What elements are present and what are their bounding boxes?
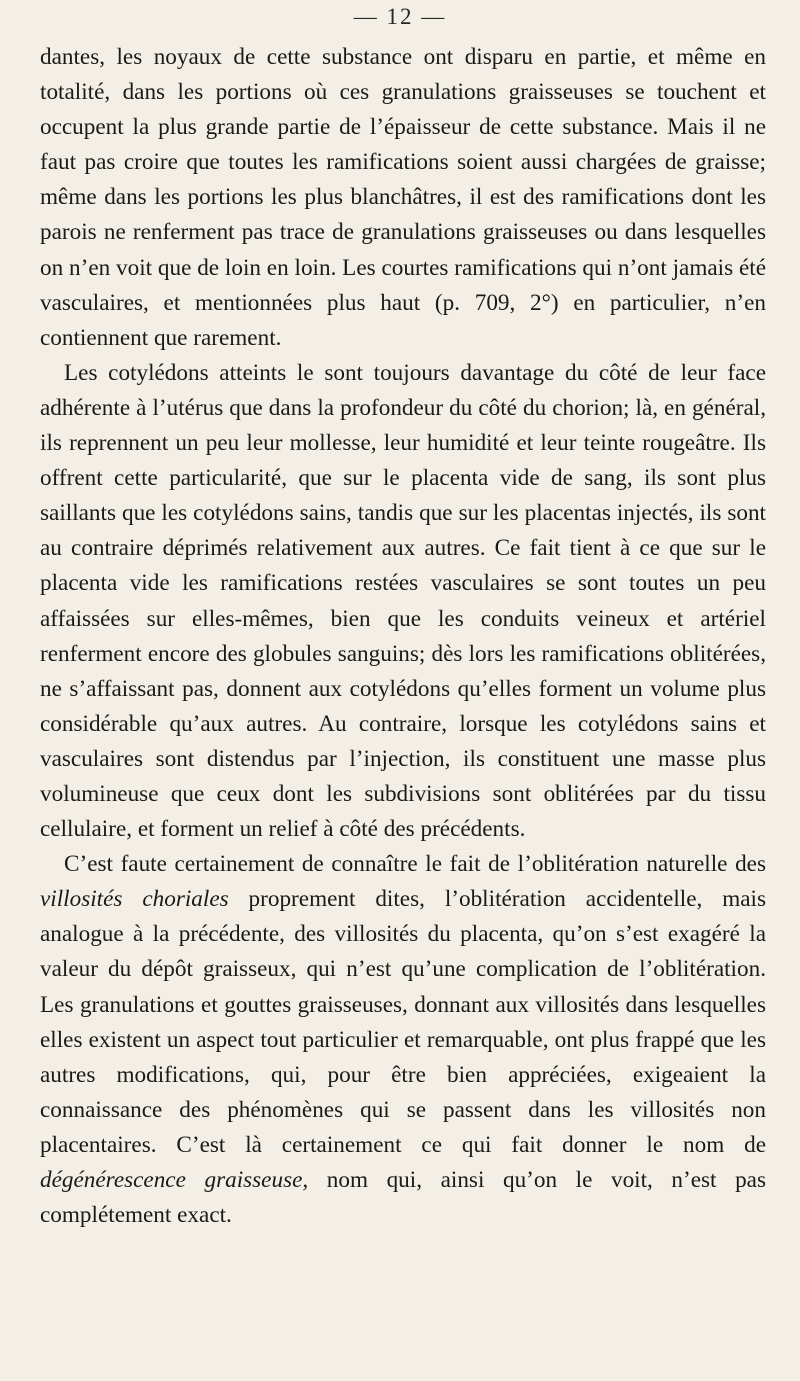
body-text [40, 40, 766, 1233]
page-number: — 12 — [353, 4, 447, 29]
term-villosites-choriales: villosités choriales [40, 886, 229, 913]
paragraph-1-text: dantes, les noyaux de cette substance ont disparu en partie, et même en totalité, dans les portions où ces granulations graisseuses se touchent et occupent la plus grande partie de l’épaisseur de cette substance. Mais il ne faut pas croire que toutes les ramifications soient aussi chargées de graisse; même dans les portions les plus blanchâtres, il est des ramifications dont les parois ne renferment pas trace de granulations graisseuses ou dans lesquelles on n’en voit que de loin en loin. Les courtes ramifications qui n’ont jamais été vasculaires, et mentionnées plus haut (p. 709, 2°) en particulier, n’en contiennent que rarement. [40, 44, 766, 351]
paragraph-3-text-a: C’est faute certainement de connaître le fait de l’oblitération naturelle des [64, 851, 766, 878]
paragraph-2-text: Les cotylédons atteints le sont toujours davantage du côté de leur face adhérente à l’utérus que dans la profondeur du côté du chorion; là, en général, ils reprennent un peu leur mollesse, leur humidité et leur teinte rougeâtre. Ils offrent cette particularité, que sur le placenta vide de sang, ils sont plus saillants que les cotylédons sains, tandis que sur les placentas injectés, ils sont au contraire déprimés relativement aux autres. Ce fait tient à ce que sur le placenta vide les ramifications restées vasculaires se sont toutes un peu affaissées sur elles-mêmes, bien que les conduits veineux et artériel renferment encore des globules sanguins; dès lors les ramifications oblitérées, ne s’affaissant pas, donnent aux cotylédons qu’elles forment un volume plus considérable qu’aux autres. Au contraire, lorsque les cotylédons sains et vasculaires sont distendus par l’injection, ils constituent une masse plus volumineuse que ceux dont les subdivisions sont oblitérées par du tissu cellulaire, et forment un relief à côté des précédents. [40, 359, 766, 843]
paragraph-1 [40, 40, 766, 356]
paragraph-3 [40, 847, 766, 1233]
paragraph-3-text-c: nom qui, ainsi qu’on le voit, n’est pas complétement exact. [40, 1167, 766, 1229]
paragraph-3-text-b: proprement dites, l’oblitération accidentelle, mais analogue à la précédente, des villosités du placenta, qu’on s’est exagéré la valeur du dépôt graisseux, qui n’est qu’une complication de l’oblitération. Les granulations et gouttes graisseuses, donnant aux villosités dans lesquelles elles existent un aspect tout particulier et remarquable, ont plus frappé que les autres modifications, qui, pour être bien appréciées, exigeaient la connaissance des phénomènes qui se passent dans les villosités non placentaires. C’est là certainement ce qui fait donner le nom de [40, 886, 766, 1158]
paragraph-2 [40, 356, 766, 847]
term-degenerescence-graisseuse: dégénérescence graisseuse, [40, 1167, 309, 1193]
